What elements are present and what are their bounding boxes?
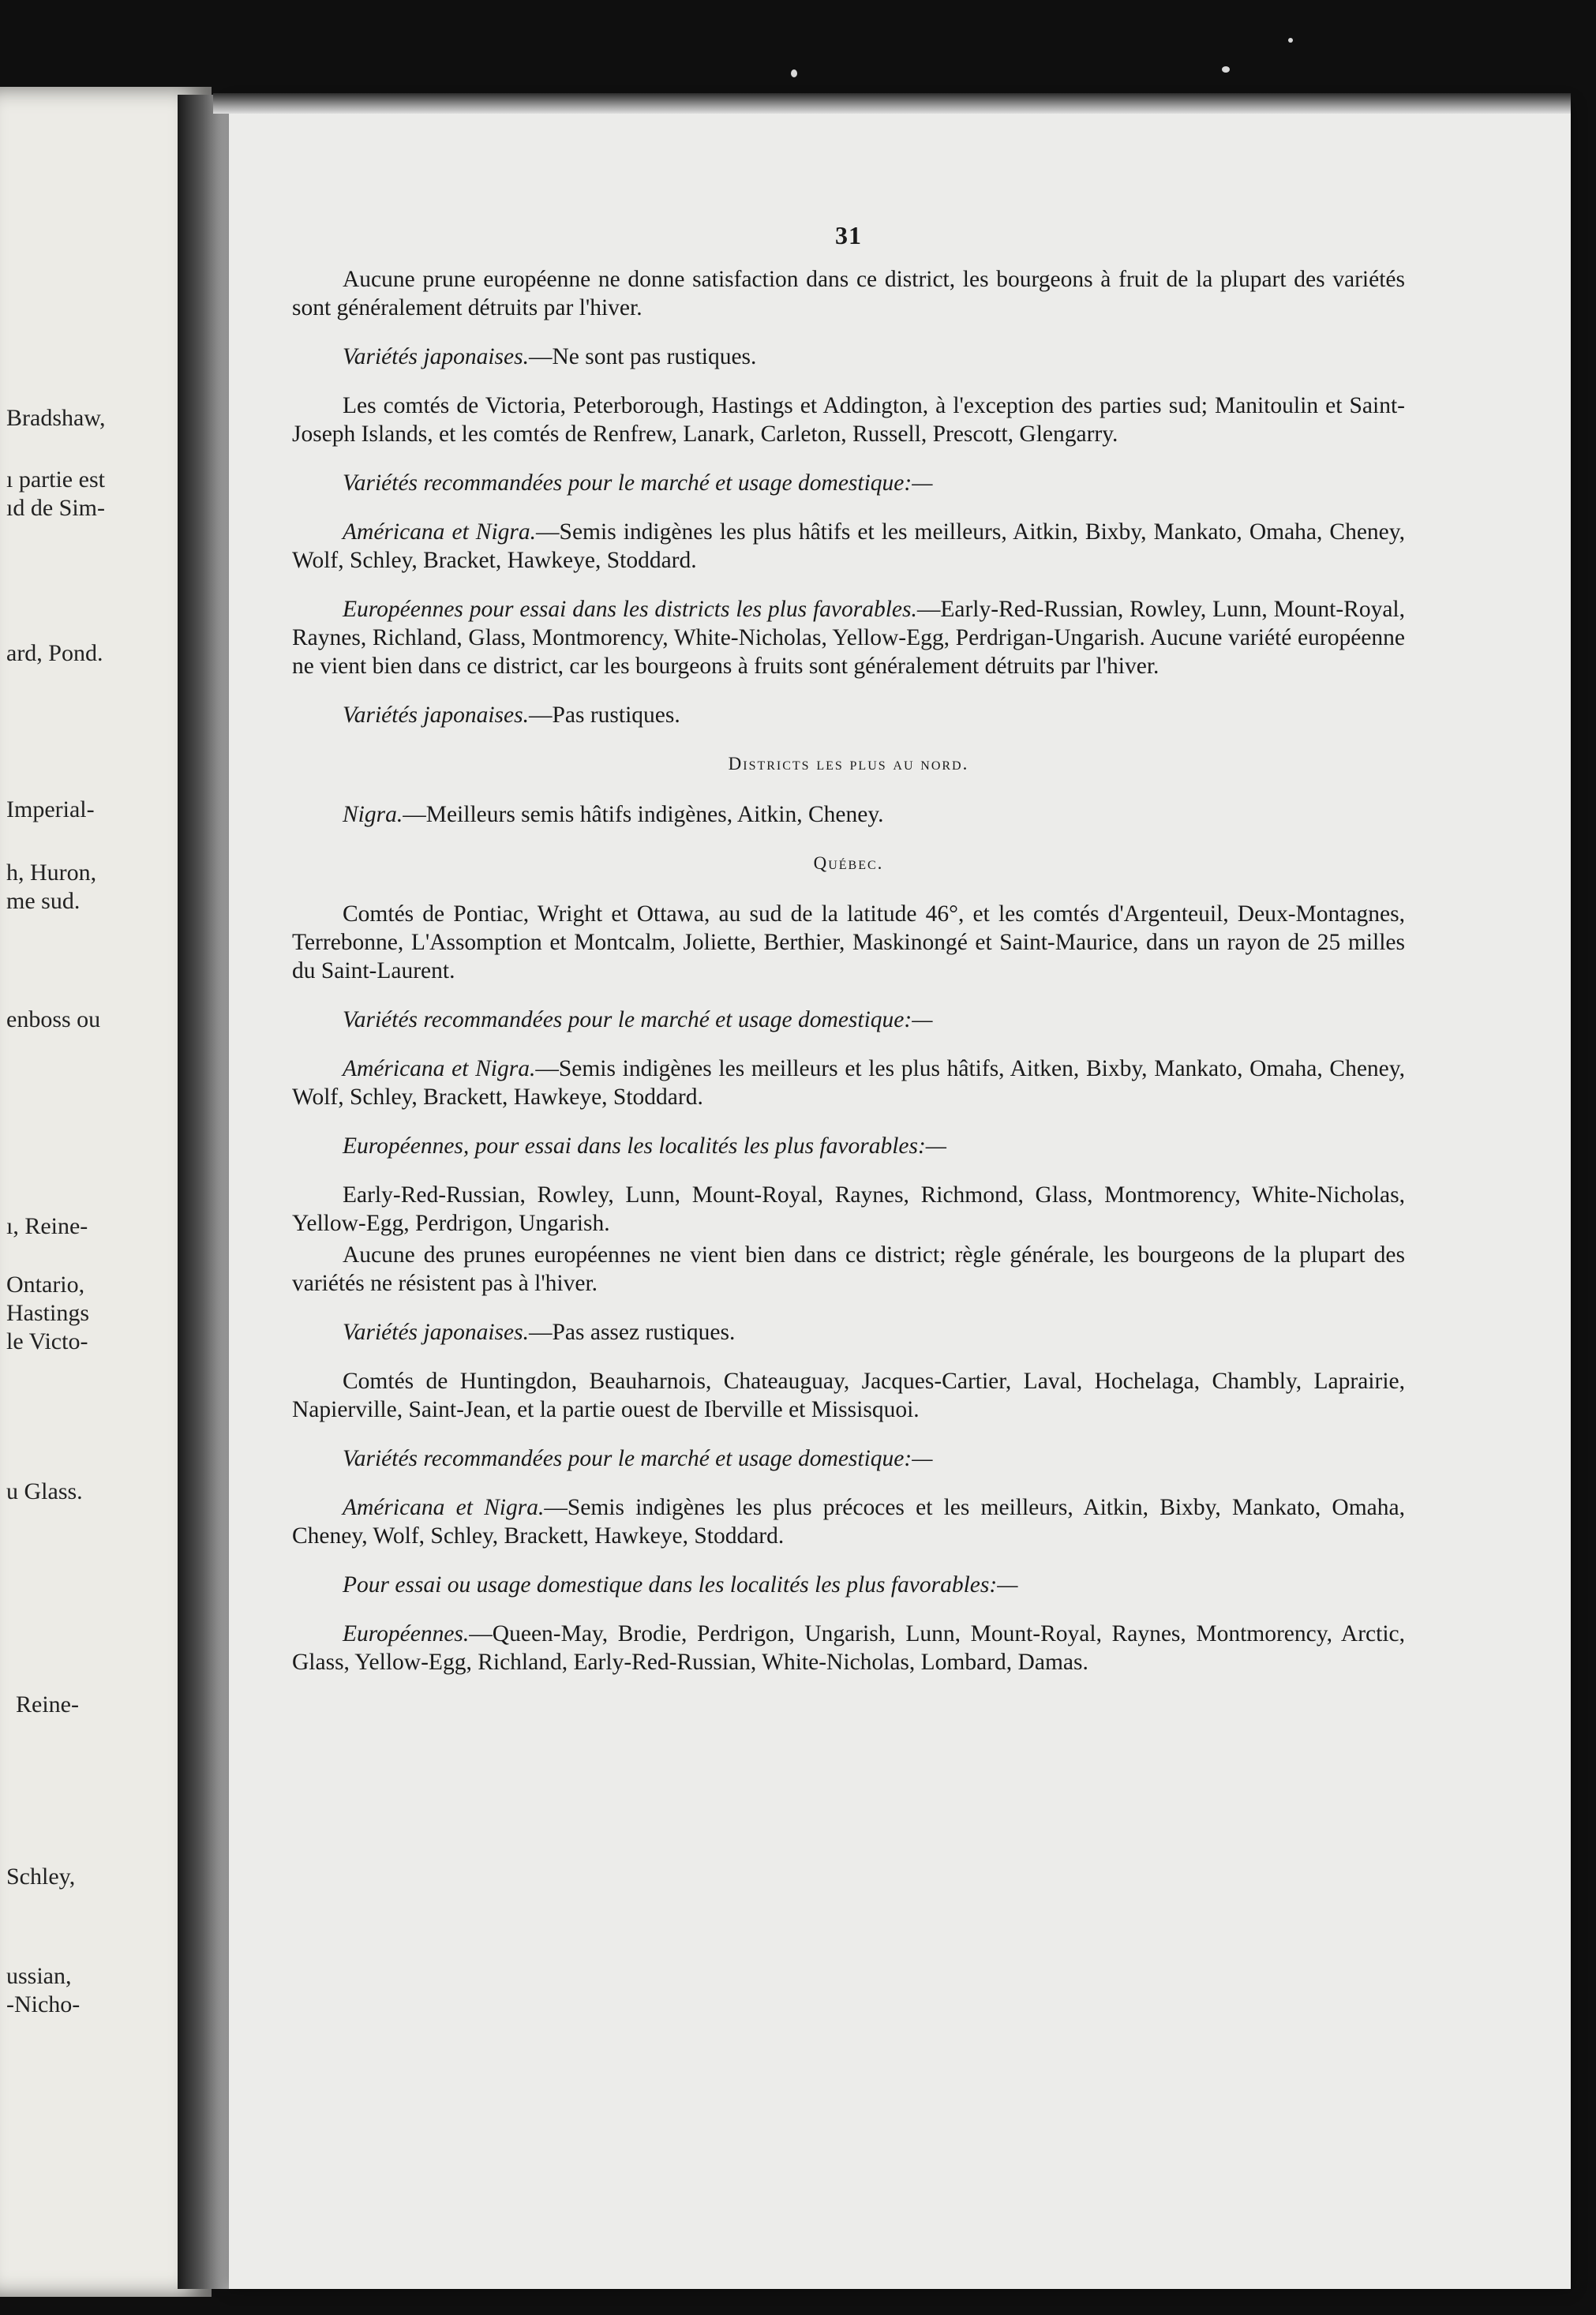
left-fragment	[6, 639, 103, 668]
paragraph: Aucune des prunes européennes ne vient bien dans ce district; règle générale, les bourgeons de la plupart des variétés ne résistent pas à l'hiver.	[292, 1242, 1405, 1296]
left-line: ı, Reine-	[6, 1213, 88, 1239]
scan-speck	[1222, 66, 1230, 73]
paragraph-text: —Pas rustiques.	[529, 702, 680, 728]
left-fragment	[6, 1962, 80, 2019]
scan-speck	[1288, 38, 1293, 43]
left-line: Bradshaw,	[6, 405, 106, 431]
paragraph	[292, 800, 1405, 829]
left-fragment	[16, 1691, 79, 1719]
paragraph	[292, 1318, 1405, 1347]
left-fragment	[6, 1478, 83, 1506]
section-title: Districts les plus au nord.	[728, 754, 969, 774]
left-line: u Glass.	[6, 1478, 83, 1504]
left-line: Ontario,	[6, 1272, 85, 1298]
paragraph: Early-Red-Russian, Rowley, Lunn, Mount-Royal, Raynes, Richmond, Glass, Montmorency, White-Nicholas, Yellow-Egg, Perdrigon, Ungarish.	[292, 1182, 1405, 1236]
italic-heading: Européennes.	[343, 1621, 470, 1646]
left-line: Hastings	[6, 1300, 89, 1326]
paragraph-text: —Ne sont pas rustiques.	[529, 344, 757, 369]
paragraph: Les comtés de Victoria, Peterborough, Hastings et Addington, à l'exception des parties sud; Manitoulin et Saint-Joseph Islands, et les comtés de Renfrew, Lanark, Carleton, Russell, Prescott, Glengarry.	[292, 393, 1405, 447]
paragraph-text: —Meilleurs semis hâtifs indigènes, Aitkin, Cheney.	[403, 802, 884, 827]
left-line: Reine-	[16, 1691, 79, 1718]
left-line: ussian,	[6, 1963, 72, 1989]
paragraph	[292, 518, 1405, 575]
left-line: h, Huron,	[6, 860, 97, 886]
left-line: le Victo-	[6, 1328, 88, 1354]
italic-heading: Variétés japonaises.	[343, 702, 529, 728]
italic-subheading: Variétés recommandées pour le marché et usage domestique:—	[343, 470, 933, 496]
paragraph: Comtés de Pontiac, Wright et Ottawa, au sud de la latitude 46°, et les comtés d'Argenteuil, Deux-Montagnes, Terrebonne, L'Assomption et Montcalm, Joliette, Berthier, Maskinongé et Saint-Maurice, dans un rayon de 25 milles du Saint-Laurent.	[292, 901, 1405, 983]
paragraph-text: —Pas assez rustiques.	[529, 1320, 736, 1345]
paragraph	[292, 701, 1405, 729]
paragraph-text: —Semis indigènes les plus hâtifs et les meilleurs, Aitkin, Bixby, Mankato, Omaha, Cheney, Wolf, Schley, Bracket, Hawkeye, Stoddard.	[292, 519, 1405, 573]
paragraph	[292, 1620, 1405, 1676]
left-line: me sud.	[6, 888, 81, 914]
paragraph	[292, 1054, 1405, 1111]
left-fragment	[6, 1212, 88, 1241]
left-fragment	[6, 1006, 100, 1034]
page-content	[292, 221, 1405, 1697]
italic-heading: Variétés japonaises.	[343, 1320, 529, 1345]
page-number: 31	[835, 221, 862, 249]
italic-heading: Européennes pour essai dans les districts les plus favorables.	[343, 597, 917, 622]
italic-heading: Américana et Nigra.	[343, 519, 537, 545]
page-top-edge	[213, 93, 1571, 114]
left-line: ıd de Sim-	[6, 495, 105, 521]
paragraph	[292, 1493, 1405, 1550]
left-fragment	[6, 859, 96, 916]
left-line: Imperial-	[6, 796, 95, 822]
paragraph	[292, 595, 1405, 680]
left-line: enboss ou	[6, 1006, 101, 1032]
italic-heading: Américana et Nigra.	[343, 1056, 536, 1081]
italic-subheading: Variétés recommandées pour le marché et usage domestique:—	[343, 1007, 933, 1032]
italic-heading: Nigra.	[343, 802, 403, 827]
left-fragment	[6, 1863, 75, 1891]
paragraph-text: —Early-Red-Russian, Rowley, Lunn, Mount-Royal, Raynes, Richland, Glass, Montmorency, White-Nicholas, Yellow-Egg, Perdrigan-Ungarish. Aucune variété européenne ne vient bien dans ce district, car les bourgeons à fruits sont généralement détruits par l'hiver.	[292, 597, 1405, 679]
left-fragment	[6, 1271, 89, 1356]
italic-subheading: Variétés recommandées pour le marché et usage domestique:—	[343, 1446, 933, 1471]
paragraph	[292, 343, 1405, 371]
italic-heading: Américana et Nigra.	[343, 1495, 545, 1520]
italic-subheading: Pour essai ou usage domestique dans les localités les plus favorables:—	[343, 1572, 1018, 1598]
paragraph-text: —Semis indigènes les plus précoces et les meilleurs, Aitkin, Bixby, Mankato, Omaha, Cheney, Wolf, Schley, Brackett, Hawkeye, Stoddard.	[292, 1495, 1405, 1549]
left-line: ard, Pond.	[6, 640, 103, 666]
paragraph: Aucune prune européenne ne donne satisfaction dans ce district, les bourgeons à fruit de la plupart des variétés sont généralement détruits par l'hiver.	[292, 267, 1405, 320]
left-line: Schley,	[6, 1864, 76, 1890]
paragraph: Comtés de Huntingdon, Beauharnois, Chateauguay, Jacques-Cartier, Laval, Hochelaga, Chambly, Laprairie, Napierville, Saint-Jean, et la partie ouest de Iberville et Missisquoi.	[292, 1369, 1405, 1422]
left-line: -Nicho-	[6, 1991, 81, 2017]
italic-subheading: Européennes, pour essai dans les localités les plus favorables:—	[343, 1133, 947, 1159]
left-fragment	[6, 404, 106, 433]
section-title: Québec.	[813, 853, 884, 873]
paragraph-text: —Queen-May, Brodie, Perdrigon, Ungarish, Lunn, Mount-Royal, Raynes, Montmorency, Arctic, Glass, Yellow-Egg, Richland, Early-Red-Russian, White-Nicholas, Lombard, Damas.	[292, 1621, 1405, 1675]
left-fragment	[6, 466, 105, 523]
scan-speck	[791, 69, 797, 77]
left-fragment	[6, 796, 95, 824]
paragraph-text: —Semis indigènes les meilleurs et les plus hâtifs, Aitken, Bixby, Mankato, Omaha, Cheney, Wolf, Schley, Brackett, Hawkeye, Stoddard.	[292, 1056, 1405, 1110]
italic-heading: Variétés japonaises.	[343, 344, 529, 369]
left-line: ı partie est	[6, 466, 105, 493]
